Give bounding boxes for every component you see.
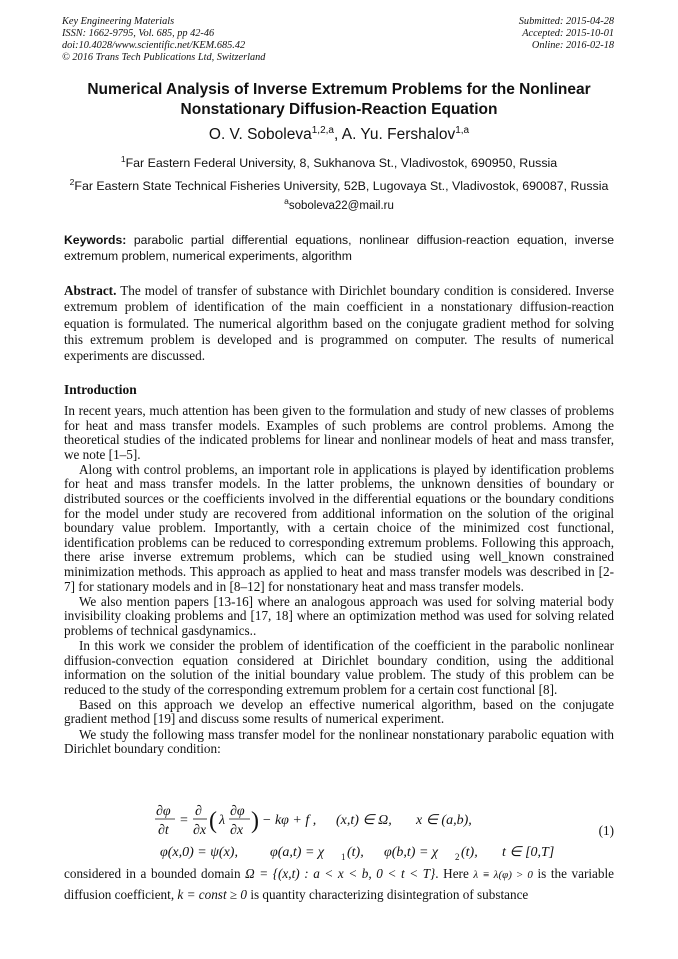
k-formula: k = const ≥ 0 xyxy=(177,887,248,902)
svg-text:(t),: (t), xyxy=(347,845,364,860)
svg-text:∂x: ∂x xyxy=(230,823,244,838)
svg-text:(: ( xyxy=(209,808,217,834)
continuation-text: considered in a bounded domain Ω = {(x,t) : a < x < b, 0 < t < T}. Here λ ≡ λ(φ) > 0 is the variable diffusion coefficient, k = const ≥ 0 is quantity characterizing disintegration of substance xyxy=(64,866,615,902)
svg-text:=: = xyxy=(180,813,188,828)
svg-text:φ(x,0) = ψ(x),: φ(x,0) = ψ(x), xyxy=(160,845,238,860)
svg-text:): ) xyxy=(251,808,259,834)
author-1: O. V. Soboleva xyxy=(208,126,312,143)
issn-line: ISSN: 1662-9795, Vol. 685, pp 42-46 xyxy=(62,28,215,39)
copyright-line: © 2016 Trans Tech Publications Ltd, Switzerland xyxy=(62,52,266,63)
equation-graphic xyxy=(64,798,584,866)
svg-text:1: 1 xyxy=(341,852,346,862)
abstract-label: Abstract. xyxy=(64,283,117,298)
dates-info xyxy=(519,16,614,52)
online-date: Online: 2016-02-18 xyxy=(531,40,614,51)
paragraph: We study the following mass transfer model for the nonlinear nonstationary parabolic equation with Dirichlet boundary condition: xyxy=(64,726,614,757)
affiliation-1: $^1$Far Eastern Federal University, 8, Sukhanova St., Vladivostok, 690950, Russia xyxy=(120,153,558,170)
paragraph: In this work we consider the problem of identification of the coefficient in the parabolic nonlinear diffusion-convection equation considered at Dirichlet boundary condition, using the additional information on the solution of the initial boundary value problem. The study of this problem can be reduced to the study of the corresponding extremum problem for a certain cost functional [8]. xyxy=(64,638,614,697)
svg-text:∂φ: ∂φ xyxy=(156,804,171,819)
equation-1 xyxy=(64,798,614,866)
svg-text:φ(b,t) = χ: φ(b,t) = χ xyxy=(384,845,439,860)
journal-info xyxy=(62,16,265,64)
author-2: A. Yu. Fershalov xyxy=(341,126,456,143)
keywords-label: Keywords: xyxy=(64,233,127,247)
lambda-formula: λ ≡ λ(φ) > 0 xyxy=(473,869,533,881)
svg-text:φ(a,t) = χ: φ(a,t) = χ xyxy=(270,845,325,860)
paragraph: Based on this approach we develop an effective numerical algorithm, based on the conjugate gradient method [19] and discuss some results of numerical experiment. xyxy=(64,696,614,727)
accepted-date: Accepted: 2015-10-01 xyxy=(522,28,614,39)
submitted-date: Submitted: 2015-04-28 xyxy=(518,16,614,27)
svg-text:∂t: ∂t xyxy=(158,823,169,838)
paragraph: In recent years, much attention has been given to the formulation and study of new classes of problems for heat and mass transfer models. Examples of such problems are control problems. Among the theoretical studies of the indicated problems for linear and nonlinear models of heat and mass transfer, we note [1–5]. xyxy=(64,403,614,462)
doi-line: doi:10.4028/www.scientific.net/KEM.685.42 xyxy=(62,40,246,51)
paragraph: Along with control problems, an important role in applications is played by identification problems for heat and mass transfer models. In the latter problems, the unknown densities of boundary or distributed sources or the coefficients involved in the differential equations or the boundary conditions for the model under study are recovered from additional information on the solution of the original boundary value problem. Importantly, with a certain choice of the minimized cost functional, identification problems can be reduced to corresponding extremum problems. Following this approach, there arise inverse extremum problems, which can be studied using well_known constrained minimization methods. This approach as applied to heat and mass transfer models was described in [2-7] for stationary models and in [8–12] for nonstationary heat and mass transfer models. xyxy=(64,461,614,594)
paragraph: We also mention papers [13-16] where an analogous approach was used for solving material body invisibility cloaking problems and [17, 18] where an optimization method was used for solving related problems of technical gasdynamics.. xyxy=(64,593,614,638)
section-heading: Introduction xyxy=(64,382,137,397)
svg-text:(x,t) ∈ Ω,: (x,t) ∈ Ω, xyxy=(336,813,392,828)
svg-text:∂x: ∂x xyxy=(193,823,207,838)
keywords-text: parabolic partial differential equations, nonlinear diffusion-reaction equation, inverse extremum problem, numerical experiments, algorithm xyxy=(64,233,614,263)
svg-text:x ∈ (a,b),: x ∈ (a,b), xyxy=(416,813,472,828)
svg-text:∂φ: ∂φ xyxy=(230,804,245,819)
author-2-sup: 1,a xyxy=(455,124,470,136)
keywords xyxy=(64,233,614,264)
journal-name: Key Engineering Materials xyxy=(62,16,175,27)
introduction-body xyxy=(64,404,614,757)
svg-text:t ∈ [0,T]: t ∈ [0,T] xyxy=(502,845,555,860)
author-1-sup: 1,2,a xyxy=(311,124,334,136)
email-line: $^a$soboleva22@mail.ru xyxy=(284,196,394,212)
paper-title: Numerical Analysis of Inverse Extremum Problems for the Nonlinear Nonstationary Diffusion-Reaction Equation xyxy=(87,81,591,118)
svg-text:λ: λ xyxy=(219,813,226,828)
equation-number: (1) xyxy=(598,823,614,838)
svg-text:− kφ + f ,: − kφ + f , xyxy=(262,813,317,828)
svg-text:(t),: (t), xyxy=(461,845,478,860)
svg-text:∂: ∂ xyxy=(195,804,202,819)
abstract-text: The model of transfer of substance with Dirichlet boundary condition is considered. Inverse extremum problem of identification of the main coefficient in a nonstationary diffusion-reaction equation is formulated. The numerical algorithm based on the conjugate gradient method for solving this extremum problem is developed and is programmed on computer. The results of numerical experiments are discussed. xyxy=(64,283,615,364)
author-line: O. V. Soboleva$^{1,2,a}$, A. Yu. Fershalov$^{1,a}$ xyxy=(208,124,470,143)
abstract xyxy=(64,283,614,364)
domain-formula: Ω = {(x,t) : a < x < b, 0 < t < T} xyxy=(245,866,436,881)
svg-text:2: 2 xyxy=(455,852,460,862)
affiliation-2: $^2$Far Eastern State Technical Fisheries University, 52B, Lugovaya St., Vladivostok, 690087, Russia xyxy=(69,176,609,193)
